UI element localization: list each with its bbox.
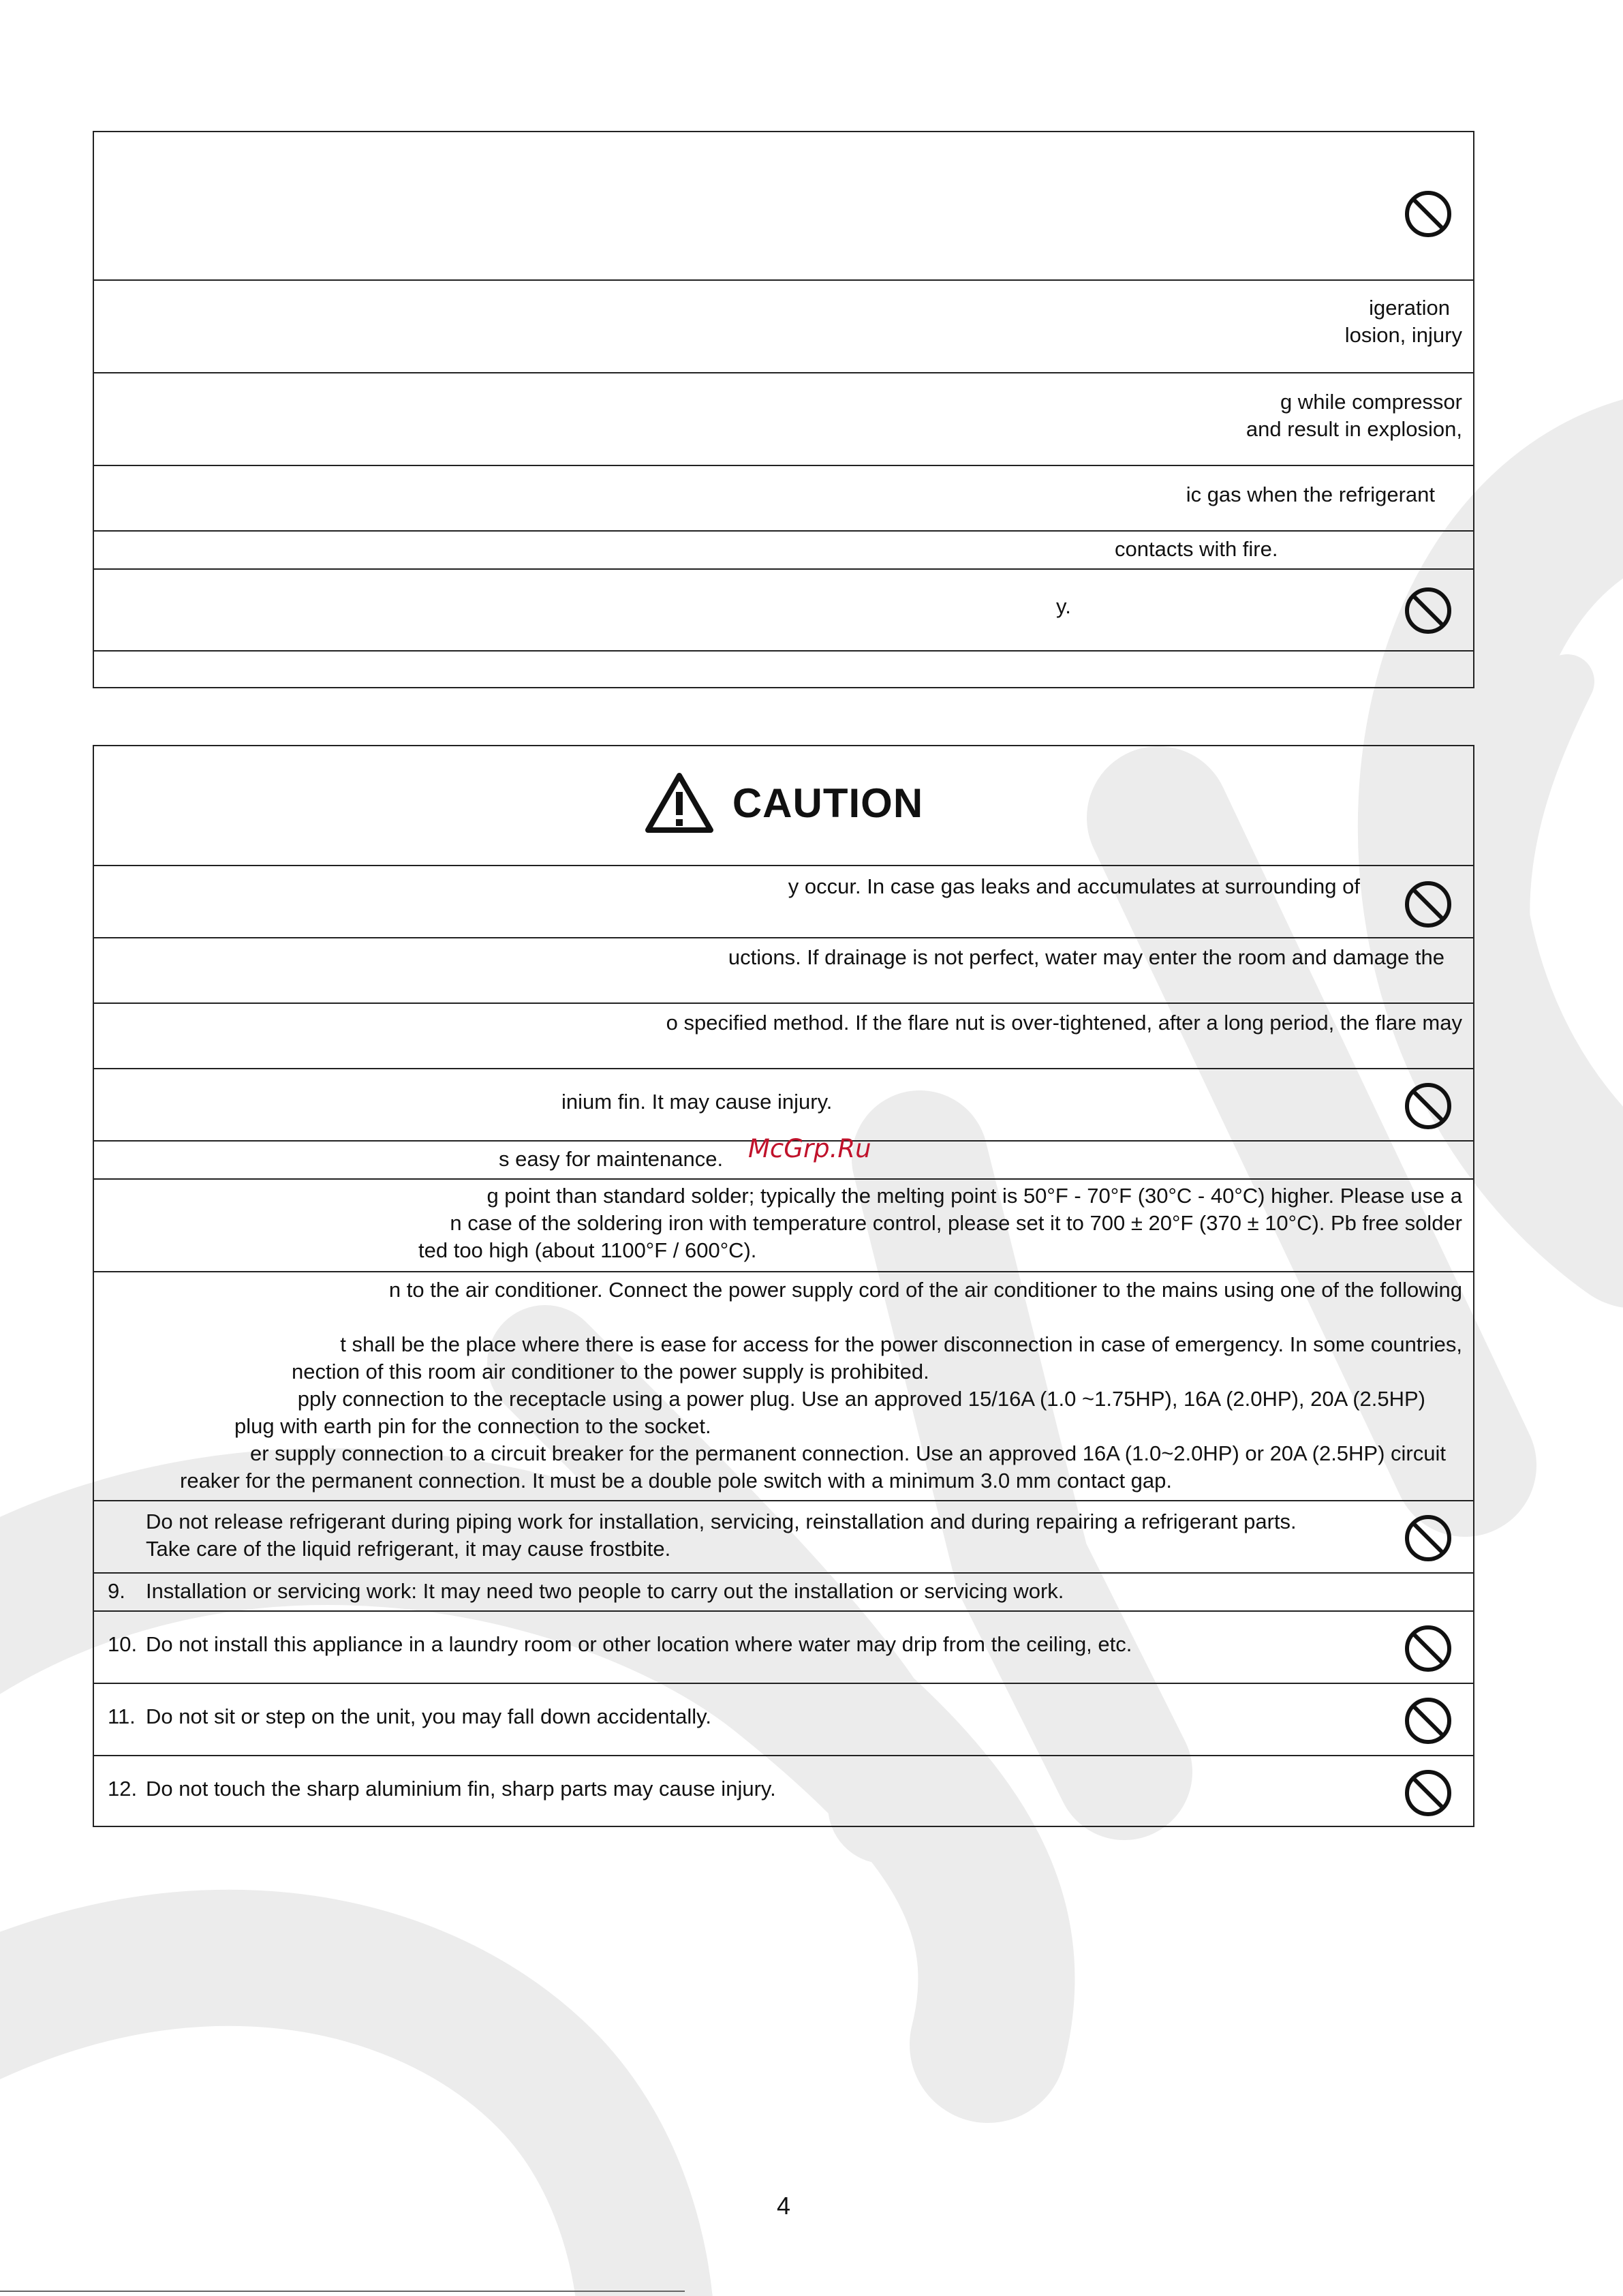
caution-row-7-line-6: er supply connection to a circuit breaker for the permanent connection. Use an approved 16A (1.0~2.0HP) or 20A (2.5HP) circuit <box>249 1441 1446 1465</box>
caution-row-12 <box>94 1755 1473 1826</box>
prohibition-icon <box>1404 1769 1453 1818</box>
caution-row-3-line-1: o specified method. If the flare nut is over-tightened, after a long period, the flare may <box>666 1011 1462 1035</box>
caution-heading <box>94 765 1473 840</box>
warning-row-7 <box>94 650 1473 687</box>
caution-row-7-line-3: nection of this room air conditioner to the power supply is prohibited. <box>292 1360 929 1383</box>
caution-row-3 <box>94 1002 1473 1068</box>
caution-row-12-line-1: Do not touch the sharp aluminium fin, sharp parts may cause injury. <box>146 1777 776 1801</box>
caution-row-10 <box>94 1610 1473 1683</box>
caution-row-8-line-2: Take care of the liquid refrigerant, it may cause frostbite. <box>146 1537 671 1561</box>
caution-row-8-line-1: Do not release refrigerant during piping work for installation, servicing, reinstallation and during repairing a refrigerant parts. <box>146 1510 1297 1533</box>
caution-header-row <box>94 746 1473 865</box>
warning-row-4 <box>94 465 1473 530</box>
caution-row-11-number: 11. <box>108 1704 136 1728</box>
caution-title: CAUTION <box>732 780 924 826</box>
caution-row-10-line-1: Do not install this appliance in a laundry room or other location where water may drip from the ceiling, etc. <box>146 1632 1132 1656</box>
caution-row-11 <box>94 1683 1473 1755</box>
watermark-text: McGrp.Ru <box>748 1134 871 1163</box>
caution-row-4 <box>94 1068 1473 1140</box>
warning-row-2-line-1: igeration <box>1369 296 1450 320</box>
warning-row-1 <box>94 132 1473 279</box>
prohibition-icon <box>1404 189 1453 239</box>
caution-row-4-line-1: inium fin. It may cause injury. <box>561 1090 833 1114</box>
warning-table <box>93 131 1474 688</box>
warning-row-5-line-1: contacts with fire. <box>1115 537 1278 561</box>
warning-row-2 <box>94 279 1473 372</box>
caution-row-5-line-1: s easy for maintenance. <box>499 1147 724 1171</box>
warning-row-3 <box>94 372 1473 465</box>
prohibition-icon <box>1404 586 1453 635</box>
warning-row-2-line-2: losion, injury <box>1344 323 1462 347</box>
caution-row-7-line-5: plug with earth pin for the connection to the socket. <box>234 1414 711 1438</box>
prohibition-icon <box>1404 880 1453 929</box>
prohibition-icon <box>1404 1624 1453 1673</box>
page-number: 4 <box>776 2192 791 2220</box>
caution-row-7 <box>94 1271 1473 1500</box>
caution-row-7-line-1: n to the air conditioner. Connect the power supply cord of the air conditioner to the mains using one of the following <box>388 1278 1462 1302</box>
caution-table <box>93 745 1474 1827</box>
warning-row-6 <box>94 568 1473 650</box>
warning-row-3-line-1: g while compressor <box>1280 390 1462 414</box>
caution-row-6 <box>94 1178 1473 1271</box>
prohibition-icon <box>1404 1696 1453 1745</box>
warning-row-5 <box>94 530 1473 568</box>
warning-triangle-icon <box>644 771 715 834</box>
caution-row-7-line-2: t shall be the place where there is ease for access for the power disconnection in case of emergency. In some countries, <box>340 1332 1462 1356</box>
caution-row-10-number: 10. <box>108 1632 138 1656</box>
caution-row-6-line-3: ted too high (about 1100°F / 600°C). <box>418 1238 757 1262</box>
caution-row-7-line-7: reaker for the permanent connection. It must be a double pole switch with a minimum 3.0 mm contact gap. <box>180 1469 1173 1493</box>
caution-row-2 <box>94 937 1473 1002</box>
caution-row-9-number: 9. <box>108 1579 125 1603</box>
caution-row-12-number: 12. <box>108 1777 138 1801</box>
caution-row-9 <box>94 1572 1473 1610</box>
caution-row-8 <box>94 1500 1473 1572</box>
caution-row-1 <box>94 865 1473 937</box>
caution-row-7-line-4: pply connection to the receptacle using a power plug. Use an approved 15/16A (1.0 ~1.75HP), 16A (2.0HP), 20A (2.5HP) <box>297 1387 1425 1411</box>
caution-row-6-line-2: n case of the soldering iron with temperature control, please set it to 700 ± 20°F (370 ± 10°C). Pb free solder <box>450 1211 1462 1235</box>
bottom-rule <box>0 2291 685 2292</box>
prohibition-icon <box>1404 1514 1453 1563</box>
caution-row-11-line-1: Do not sit or step on the unit, you may fall down accidentally. <box>146 1704 711 1728</box>
warning-row-6-line-1: y. <box>1056 594 1071 618</box>
prohibition-icon <box>1404 1082 1453 1131</box>
caution-row-2-line-1: uctions. If drainage is not perfect, water may enter the room and damage the <box>728 945 1444 969</box>
caution-row-6-line-1: g point than standard solder; typically the melting point is 50°F - 70°F (30°C - 40°C) higher. Please use a <box>486 1184 1462 1208</box>
warning-row-4-line-1: ic gas when the refrigerant <box>1186 483 1435 506</box>
caution-row-1-line-1: y occur. In case gas leaks and accumulates at surrounding of <box>788 874 1360 898</box>
warning-row-3-line-2: and result in explosion, <box>1246 417 1462 441</box>
caution-row-9-line-1: Installation or servicing work: It may need two people to carry out the installation or servicing work. <box>146 1579 1064 1603</box>
